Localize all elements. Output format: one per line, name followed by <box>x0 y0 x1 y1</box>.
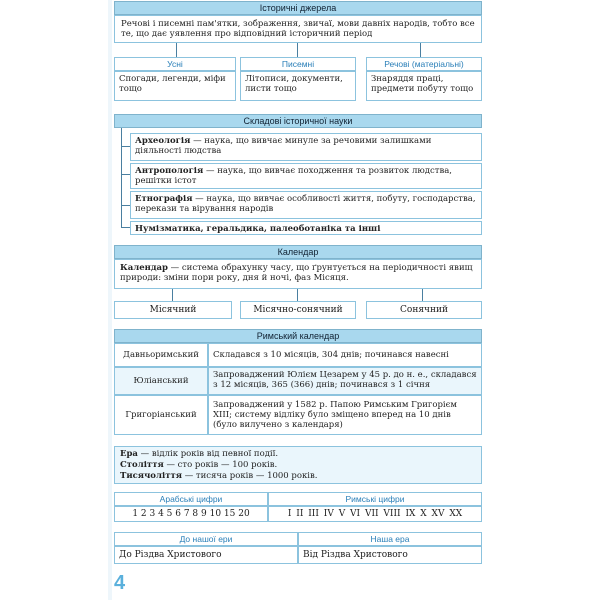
bracket-tick <box>121 227 130 228</box>
source-type-material-desc: Знаряддя праці, предмети побуту тощо <box>366 71 482 101</box>
bc-label: До нашої ери <box>114 532 298 546</box>
roman-row-julian-name: Юліанський <box>114 367 208 395</box>
source-type-written-label: Писемні <box>240 57 356 71</box>
term: Століття <box>120 460 164 470</box>
era-item <box>120 471 476 482</box>
term: Археологія <box>135 136 191 146</box>
bracket-vertical <box>121 128 122 228</box>
arabic-numerals: 1 2 3 4 5 6 7 8 9 10 15 20 <box>114 506 268 522</box>
text: — сто років — 100 років. <box>163 460 278 470</box>
era-definitions <box>114 446 482 484</box>
term: Календар <box>120 263 168 273</box>
science-item-ethnography <box>130 191 482 219</box>
bracket-tick <box>121 205 130 206</box>
sources-definition: Речові і писемні пам'ятки, зображення, звичаї, мови давніх народів, тобто все те, що дає уявлення про відповідний історичний період <box>114 15 482 43</box>
bc-text: До Різдва Христового <box>114 546 298 564</box>
roman-row-ancient-name: Давньоримський <box>114 343 208 367</box>
text: — тисяча років — 1000 років. <box>182 471 318 481</box>
term: Ера <box>120 449 138 459</box>
calendar-type-solar: Сонячний <box>366 301 482 319</box>
term: Тисячоліття <box>120 471 183 481</box>
term: Етнографія <box>135 194 193 204</box>
science-item-archaeology <box>130 133 482 161</box>
connector <box>420 43 421 57</box>
text: — наука, що вивчає минуле за речовими залишками діяльності людства <box>135 136 432 156</box>
sources-title: Історичні джерела <box>114 1 482 15</box>
ad-text: Від Різдва Христового <box>298 546 482 564</box>
connector <box>297 289 298 301</box>
ad-label: Наша ера <box>298 532 482 546</box>
margin-strip <box>108 0 112 600</box>
roman-numerals: I II III IV V VI VII VIII IX X XV XX <box>268 506 482 522</box>
roman-row-gregorian-name: Григоріанський <box>114 395 208 435</box>
calendar-definition <box>114 259 482 289</box>
roman-row-julian-text: Запроваджений Юлієм Цезарем у 45 р. до н. е., складався з 12 місяців, 365 (366) днів; починався з 1 січня <box>208 367 482 395</box>
term: Антропологія <box>135 166 204 176</box>
bracket-tick <box>121 174 130 175</box>
science-item-other <box>130 221 482 235</box>
page-number: 4 <box>114 572 126 594</box>
arabic-numerals-label: Арабські цифри <box>114 492 268 506</box>
roman-row-gregorian-text: Запроваджений у 1582 р. Папою Римським Григорієм XIII; систему відліку було зміщено вперед на 10 днів (було вилучено з календаря) <box>208 395 482 435</box>
source-type-oral-desc: Спогади, легенди, міфи тощо <box>114 71 236 101</box>
text: — наука, що вивчає особливості життя, побуту, господарства, перекази та вірування народів <box>135 194 476 214</box>
calendar-type-lunar: Місячний <box>114 301 232 319</box>
era-item <box>120 460 476 471</box>
era-item <box>120 449 476 460</box>
connector <box>297 43 298 57</box>
connector <box>172 289 173 301</box>
connector <box>422 289 423 301</box>
roman-numerals-label: Римські цифри <box>268 492 482 506</box>
roman-title: Римський календар <box>114 329 482 343</box>
science-title: Складові історичної науки <box>114 114 482 128</box>
source-type-oral-label: Усні <box>114 57 236 71</box>
source-type-written-desc: Літописи, документи, листи тощо <box>240 71 356 101</box>
text: — система обрахунку часу, що ґрунтується на періодичності явищ природи: зміни пори року, дня й ночі, фаз Місяця. <box>120 263 473 283</box>
science-item-anthropology <box>130 163 482 189</box>
text: — наука, що вивчає походження та розвиток людства, решітки істот <box>135 166 453 186</box>
calendar-type-lunisolar: Місячно-сонячний <box>240 301 356 319</box>
bracket-tick <box>121 146 130 147</box>
text: Нумізматика, геральдика, палеоботаніка та інші <box>135 224 381 234</box>
calendar-title: Календар <box>114 245 482 259</box>
text: — відлік років від певної події. <box>137 449 279 459</box>
connector <box>176 43 177 57</box>
source-type-material-label: Речові (матеріальні) <box>366 57 482 71</box>
roman-row-ancient-text: Складався з 10 місяців, 304 днів; починався навесні <box>208 343 482 367</box>
